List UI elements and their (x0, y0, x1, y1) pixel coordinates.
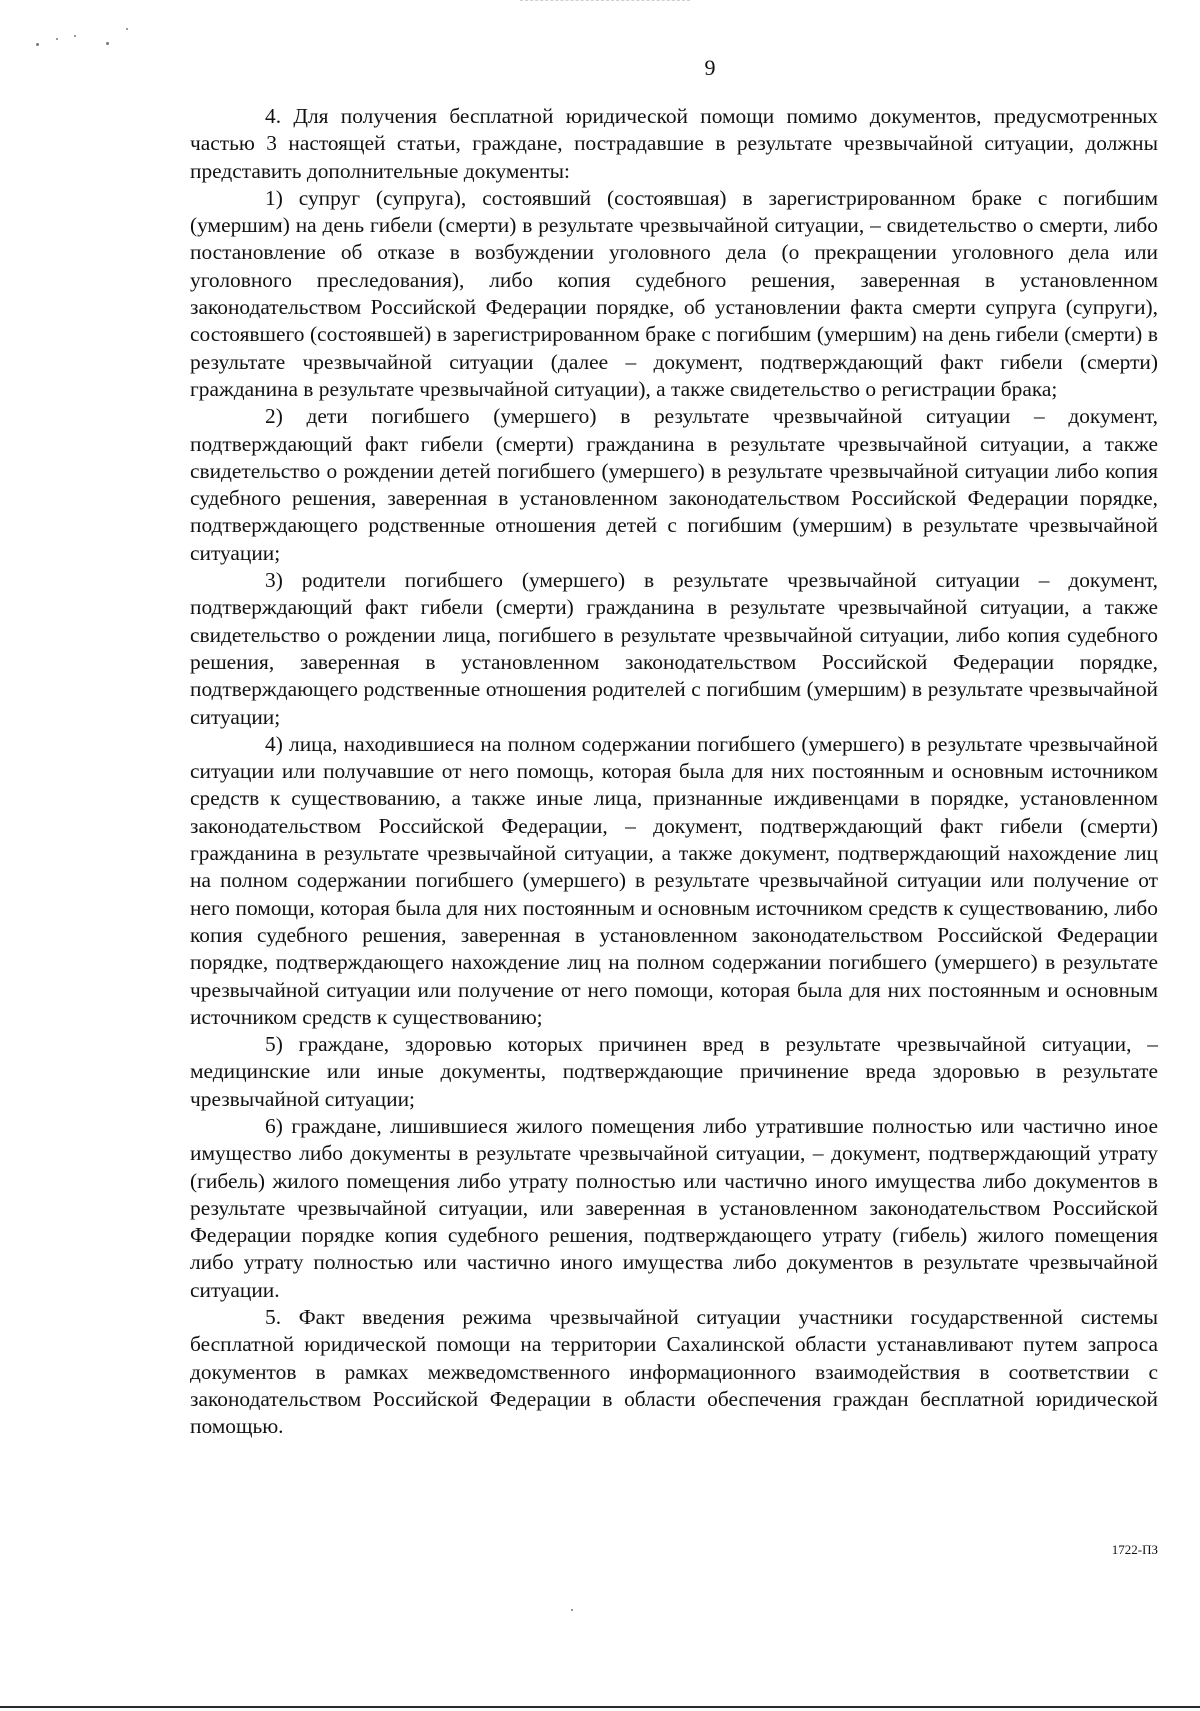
scan-speck (74, 35, 76, 37)
document-code: 1722-ПЗ (1111, 1542, 1158, 1557)
scan-speck (106, 42, 109, 45)
scan-top-marks (520, 0, 690, 3)
document-body (190, 103, 1158, 1441)
paragraph-subitem-1: 1) супруг (супруга), состоявший (состоявшая) в зарегистрированном браке с погибшим (умершим) на день гибели (смерти) в результате чрезвычайной ситуации, – свидетельство о смерти, либо постановление об отказе в возбуждении уголовного дела (о прекращении уголовного дела или уголовного преследования), либо копия судебного решения, заверенная в установленном законодательством Российской Федерации порядке, об установлении факта смерти супруга (супруги), состоявшего (состоявшей) в зарегистрированном браке с погибшим (умершим) на день гибели (смерти) в результате чрезвычайной ситуации (далее – документ, подтверждающий факт гибели (смерти) гражданина в результате чрезвычайной ситуации), а также свидетельство о регистрации брака; (190, 185, 1158, 401)
paragraph-item-4: 4. Для получения бесплатной юридической помощи помимо документов, предусмотренных частью 3 настоящей статьи, граждане, пострадавшие в результате чрезвычайной ситуации, должны представить дополнительные документы: (190, 104, 1158, 183)
paragraph-subitem-2: 2) дети погибшего (умершего) в результате чрезвычайной ситуации – документ, подтверждающий факт гибели (смерти) гражданина в результате чрезвычайной ситуации, а также свидетельство о рождении детей погибшего (умершего) в результате чрезвычайной ситуации либо копия судебного решения, заверенная в установленном законодательством Российской Федерации порядке, подтверждающего родственные отношения детей с погибшим (умершим) в результате чрезвычайной ситуации; (190, 404, 1158, 565)
scan-speck (56, 38, 58, 40)
scan-speck (571, 1609, 573, 1611)
scan-bottom-edge (0, 1706, 1200, 1708)
paragraph-subitem-3: 3) родители погибшего (умершего) в результате чрезвычайной ситуации – документ, подтверждающий факт гибели (смерти) гражданина в результате чрезвычайной ситуации, а также свидетельство о рождении лица, погибшего в результате чрезвычайной ситуации, либо копия судебного решения, заверенная в установленном законодательством Российской Федерации порядке, подтверждающего родственные отношения родителей с погибшим (умершим) в результате чрезвычайной ситуации; (190, 568, 1158, 729)
paragraph-subitem-5: 5) граждане, здоровью которых причинен вред в результате чрезвычайной ситуации, – медицинские или иные документы, подтверждающие причинение вреда здоровью в результате чрезвычайной ситуации; (190, 1032, 1158, 1111)
paragraph-item-5: 5. Факт введения режима чрезвычайной ситуации участники государственной системы бесплатной юридической помощи на территории Сахалинской области устанавливают путем запроса документов в рамках межведомственного информационного взаимодействия в соответствии с законодательством Российской Федерации в области обеспечения граждан бесплатной юридической помощью. (190, 1305, 1158, 1439)
page-number: 9 (704, 55, 716, 80)
paragraph-subitem-6: 6) граждане, лишившиеся жилого помещения либо утратившие полностью или частично иное имущество либо документы в результате чрезвычайной ситуации, – документ, подтверждающий утрату (гибель) жилого помещения либо утрату полностью или частично иного имущества либо документов в результате чрезвычайной ситуации, или заверенная в установленном законодательством Российской Федерации порядке копия судебного решения, подтверждающего утрату (гибель) жилого помещения либо утрату полностью или частично иного имущества либо документов в результате чрезвычайной ситуации. (190, 1113, 1158, 1302)
scan-speck (36, 43, 39, 46)
paragraph-subitem-4: 4) лица, находившиеся на полном содержании погибшего (умершего) в результате чрезвычайной ситуации или получавшие от него помощь, которая была для них постоянным и основным источником средств к существованию, а также иные лица, признанные иждивенцами в порядке, установленном законодательством Российской Федерации, – документ, подтверждающий факт гибели (смерти) гражданина в результате чрезвычайной ситуации, а также документ, подтверждающий нахождение лиц на полном содержании погибшего (умершего) в результате чрезвычайной ситуации или получение от него помощи, которая была для них постоянным и основным источником средств к существованию, либо копия судебного решения, заверенная в установленном законодательством Российской Федерации порядке, подтверждающего нахождение лиц на полном содержании погибшего (умершего) в результате чрезвычайной ситуации или получение от него помощи, которая была для них постоянным и основным источником средств к существованию; (190, 731, 1158, 1029)
scan-speck (126, 28, 128, 30)
